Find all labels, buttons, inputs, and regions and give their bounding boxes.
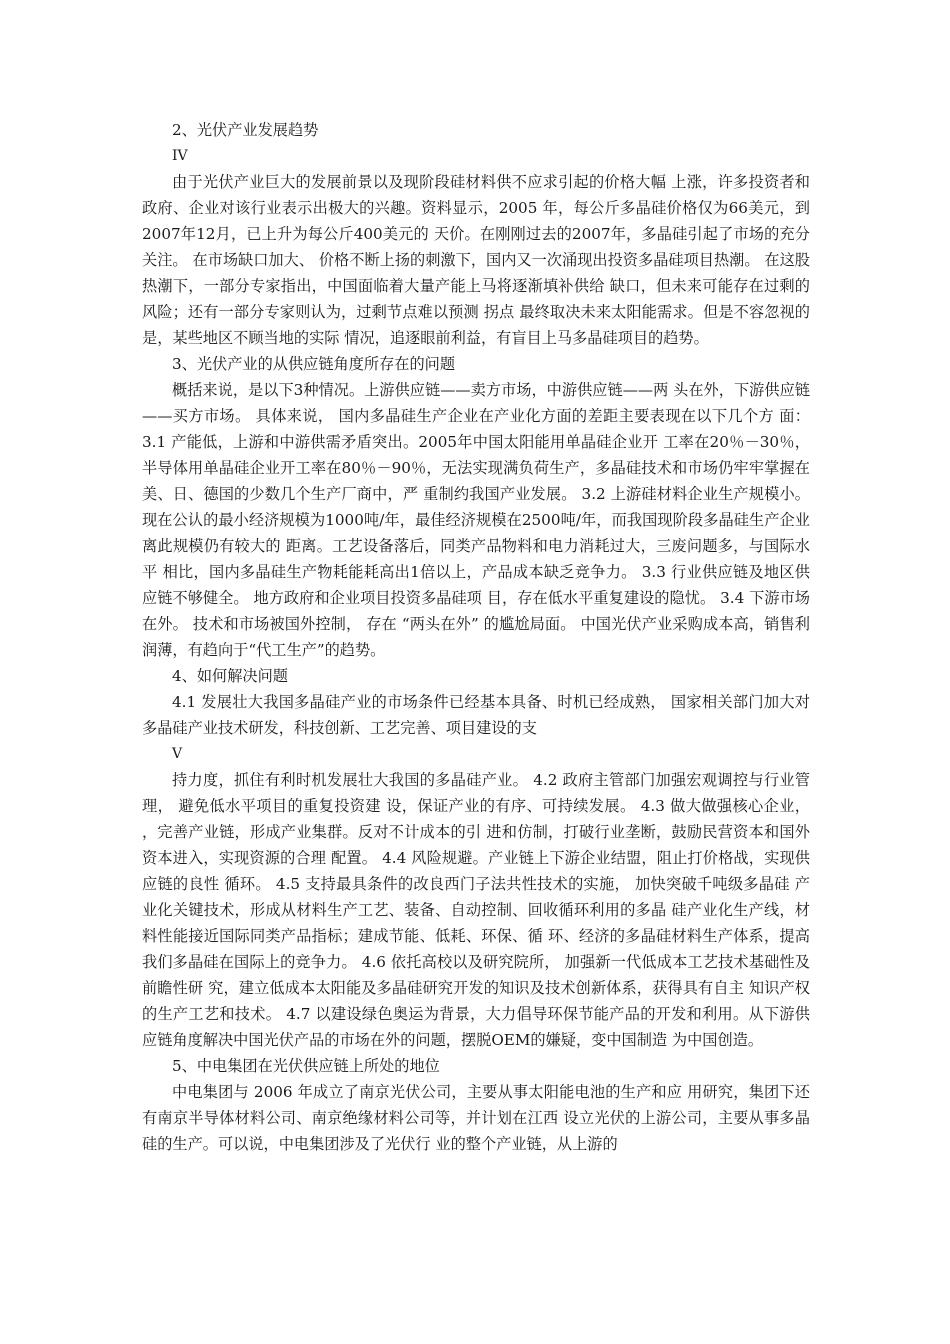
page-marker-v: V <box>172 746 183 762</box>
paragraph-solutions-part-1: 4.1 发展壮大我国多晶硅产业的市场条件已经基本具备、时机已经成熟， 国家相关部门加大对多晶硅产业技术研发，科技创新、工艺完善、项目建设的支 <box>142 693 810 737</box>
page-marker-iv: IV <box>172 148 188 164</box>
section-heading-3: 3、光伏产业的从供应链角度所存在的问题 <box>172 355 456 373</box>
paragraph-supply-chain-problems: 概括来说，是以下3种情况。上游供应链——卖方市场，中游供应链——两 头在外，下游供应链——买方市场。 具体来说， 国内多晶硅生产企业在产业化方面的差距主要表现在以下几个方 面： 3.1 产能低，上游和中游供需矛盾突出。2005年中国太阳能用单晶硅企业开 工率在20％－30％，半导体用单晶硅企业开工率在80％－90％，无法实现满负荷生产，多晶硅技术和市场仍牢牢掌握在美、日、德国的少数几个生产厂商中，严 重制约我国产业发展。 3.2 上游硅材料企业生产规模小。现在公认的最小经济规模为1000吨/年，最佳经济规模在2500吨/年，而我国现阶段多晶硅生产企业离此规模仍有较大的 距离。工艺设备落后，同类产品物料和电力消耗过大，三废问题多，与国际水平 相比，国内多晶硅生产物耗能耗高出1倍以上，产品成本缺乏竞争力。 3.3 行业供应链及地区供应链不够健全。 地方政府和企业项目投资多晶硅项 目，存在低水平重复建设的隐忧。 3.4 下游市场在外。 技术和市场被国外控制， 存在 “两头在外” 的尴尬局面。 中国光伏产业采购成本高，销售利润薄，有趋向于“代工生产”的趋势。 <box>142 381 810 659</box>
section-heading-5: 5、中电集团在光伏供应链上所处的地位 <box>172 1057 440 1075</box>
paragraph-development-trend: 由于光伏产业巨大的发展前景以及现阶段硅材料供不应求引起的价格大幅 上涨，许多投资者和政府、企业对该行业表示出极大的兴趣。资料显示，2005 年，每公斤多晶硅价格仅为66美元，到2007年12月，已上升为每公斤400美元的 天价。在刚刚过去的2007年，多晶硅引起了市场的充分关注。 在市场缺口加大、 价格不断上扬的刺激下，国内又一次涌现出投资多晶硅项目热潮。 在这股热潮下，一部分专家指出，中国面临着大量产能上马将逐渐填补供给 缺口，但未来可能存在过剩的风险；还有一部分专家则认为，过剩节点难以预测 拐点 最终取决未来太阳能需求。但是不容忽视的是，某些地区不顾当地的实际 情况，追逐眼前利益，有盲目上马多晶硅项目的趋势。 <box>142 173 810 347</box>
section-heading-2: 2、光伏产业发展趋势 <box>172 121 319 139</box>
document-body <box>142 117 810 1157</box>
paragraph-cetc-position: 中电集团与 2006 年成立了南京光伏公司，主要从事太阳能电池的生产和应 用研究，集团下还有南京半导体材料公司、南京绝缘材料公司等，并计划在江西 设立光伏的上游公司，主要从事多晶硅的生产。可以说，中电集团涉及了光伏行 业的整个产业链，从上游的 <box>142 1083 810 1153</box>
section-heading-4: 4、如何解决问题 <box>172 667 288 685</box>
paragraph-solutions-part-2: 持力度，抓住有利时机发展壮大我国的多晶硅产业。 4.2 政府主管部门加强宏观调控与行业管理， 避免低水平项目的重复投资建 设，保证产业的有序、可持续发展。 4.3 做大做强核心企业， ，完善产业链，形成产业集群。反对不计成本的引 进和仿制，打破行业垄断，鼓励民营资本和国外资本进入，实现资源的合理 配置。 4.4 风险规避。产业链上下游企业结盟，阻止打价格战，实现供应链的良性 循环。 4.5 支持最具条件的改良西门子法共性技术的实施， 加快突破千吨级多晶硅 产业化关键技术，形成从材料生产工艺、装备、自动控制、回收循环利用的多晶 硅产业化生产线，材料性能接近国际同类产品指标；建成节能、低耗、环保、循 环、经济的多晶硅材料生产体系，提高我们多晶硅在国际上的竞争力。 4.6 依托高校以及研究院所， 加强新一代低成本工艺技术基础性及前瞻性研 究，建立低成本太阳能及多晶硅研究开发的知识及技术创新体系，获得具有自主 知识产权的生产工艺和技术。 4.7 以建设绿色奥运为背景，大力倡导环保节能产品的开发和利用。从下游供应链角度解决中国光伏产品的市场在外的问题，摆脱OEM的嫌疑，变中国制造 为中国创造。 <box>142 771 810 1049</box>
